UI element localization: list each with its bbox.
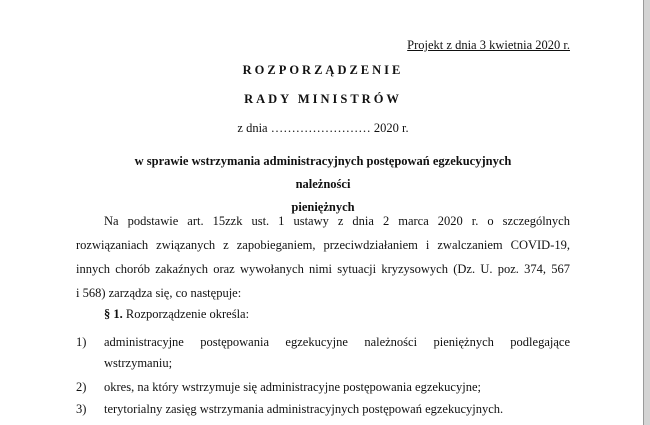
- document-issuer: RADY MINISTRÓW: [244, 92, 402, 106]
- subject-line: pieniężnych: [291, 200, 355, 214]
- list-item-text: terytorialny zasięg wstrzymania administracyjnych postępowań egzekucyjnych.: [104, 402, 504, 416]
- document-page: [76, 0, 570, 425]
- subject-line: w sprawie wstrzymania administracyjnych postępowań egzekucyjnych należności: [134, 154, 512, 191]
- document-title: ROZPORZĄDZENIE: [242, 63, 404, 77]
- section-text: Rozporządzenie określa:: [122, 307, 250, 321]
- list-item-number: 1): [76, 335, 87, 349]
- list-item-text: wstrzymaniu;: [104, 356, 173, 370]
- basis-line: innych chorób zakaźnych oraz wywołanych nimi sytuacji kryzysowych (Dz. U. poz. 374, 567: [76, 262, 570, 276]
- legal-basis-paragraph: [76, 209, 570, 305]
- list-item-text: administracyjne postępowania egzekucyjne należności pieniężnych podlegające: [104, 335, 570, 349]
- document-date: z dnia …………………… 2020 r.: [237, 121, 409, 135]
- list-item-number: 3): [76, 402, 87, 416]
- list-item-number: 2): [76, 380, 87, 394]
- section-1: [104, 307, 249, 322]
- basis-line: rozwiązaniach związanych z zapobieganiem, przeciwdziałaniem i zwalczaniem COVID-19,: [76, 238, 570, 252]
- page-edge: [643, 0, 650, 425]
- section-number: § 1.: [104, 307, 123, 321]
- list-item-text: okres, na który wstrzymuje się administracyjne postępowania egzekucyjne;: [104, 380, 481, 394]
- draft-label: Projekt z dnia 3 kwietnia 2020 r.: [407, 38, 570, 52]
- basis-line: Na podstawie art. 15zzk ust. 1 ustawy z dnia 2 marca 2020 r. o szczególnych: [104, 214, 570, 228]
- basis-line: i 568) zarządza się, co następuje:: [76, 286, 242, 300]
